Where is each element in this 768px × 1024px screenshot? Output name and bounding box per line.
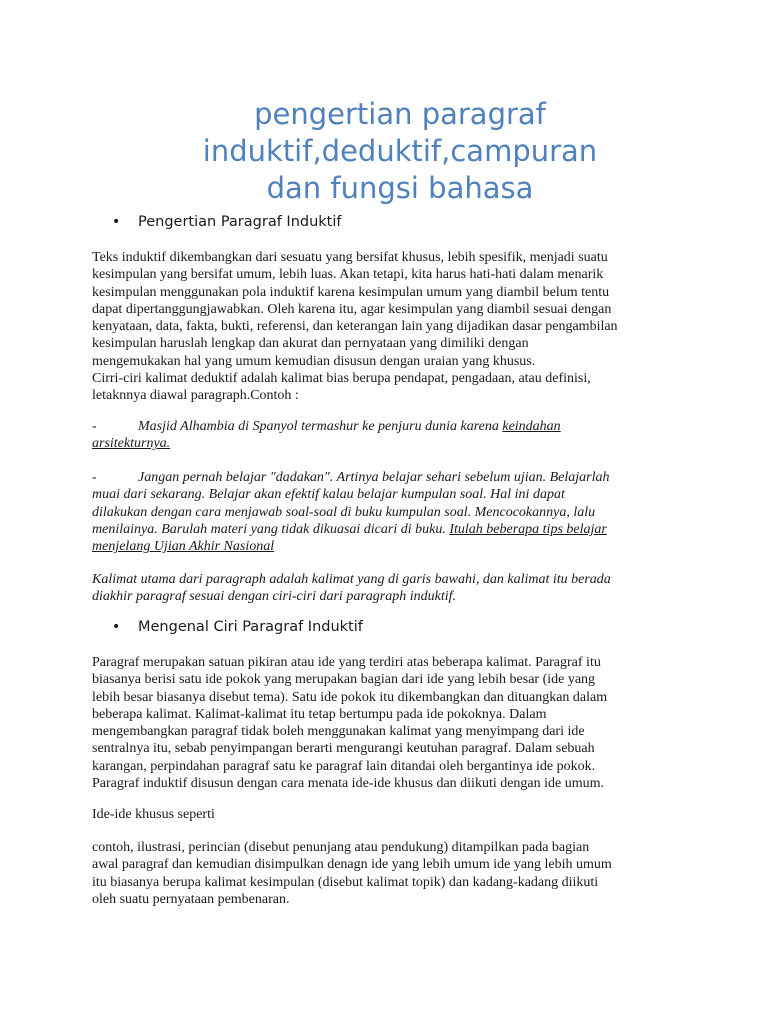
paragraph-line: Paragraf merupakan satuan pikiran atau ide yang terdiri atas beberapa kalimat. Paragraf itu — [92, 655, 601, 670]
note-line: Kalimat utama dari paragraph adalah kalimat yang di garis bawahi, dan kalimat itu berada — [92, 572, 611, 587]
paragraph-line: kenyataan, data, fakta, bukti, referensi, dan keterangan lain yang dijadikan dasar pengambilan — [92, 319, 618, 335]
title-line-3: dan fungsi bahasa — [266, 171, 534, 205]
paragraph-line: mengemukakan hal yang umum kemudian disusun dengan uraian yang khusus. — [92, 353, 536, 369]
paragraph-line: kesimpulan menggunakan pola induktif karena kesimpulan umum yang diambil belum tentu — [92, 284, 610, 300]
paragraph-line: lebih besar biasanya disebut tema). Satu ide pokok itu dikembangkan dan dituangkan dalam — [92, 689, 608, 705]
bullet-icon: • — [112, 619, 121, 635]
example-2 — [92, 469, 692, 555]
title-line-2: induktif,deduktif,campuran — [202, 134, 598, 168]
paragraph-line: Ide-ide khusus seperti — [92, 807, 215, 822]
paragraph-line: karangan, perpindahan paragraf satu ke paragraf lain ditandai oleh bergantinya ide pokok. — [92, 758, 596, 774]
paragraph-line: mengembangkan paragraf tidak boleh menggunakan kalimat yang menyimpang dari ide — [92, 724, 585, 740]
example-text: Jangan pernah belajar "dadakan". Artinya belajar sehari sebelum ujian. Belajarlah — [138, 470, 610, 485]
paragraph-line: oleh suatu pernyataan pembenaran. — [92, 891, 290, 907]
paragraph-line: Paragraf induktif disusun dengan cara menata ide-ide khusus dan diikuti dengan ide umum. — [92, 776, 605, 792]
underlined-main-sentence: Itulah beberapa tips belajar — [449, 521, 607, 537]
note-line: diakhir paragraf sesuai dengan ciri-ciri dari paragraph induktif. — [92, 589, 456, 605]
paragraph-line: Cirri-ciri kalimat deduktif adalah kalimat bias berupa pendapat, pengadaan, atau definisi, — [92, 371, 591, 387]
main-sentence-note — [92, 571, 692, 606]
paragraph-induktif-definition — [92, 249, 692, 405]
paragraph-line: itu biasanya berupa kalimat kesimpulan (disebut kalimat topik) dan kadang-kadang diikuti — [92, 874, 599, 890]
underlined-main-sentence: keindahan — [502, 419, 561, 434]
paragraph-line: biasanya berisi satu ide pokok yang merupakan bagian dari ide yang lebih besar (ide yang — [92, 672, 596, 688]
example-text: muai dari sekarang. Belajar akan efektif kalau belajar kumpulan soal. Hal ini dapat — [92, 487, 565, 503]
paragraph-line: dapat dipertanggungjawabkan. Oleh karena itu, agar kesimpulan yang diambil sesuai dengan — [92, 301, 612, 317]
underlined-main-sentence: menjelang Ujian Akhir Nasional — [92, 539, 275, 555]
dash-marker: - — [92, 419, 97, 434]
paragraph-line: awal paragraf dan kemudian disimpulkan denagn ide yang lebih umum ide yang lebih umum — [92, 857, 612, 873]
bullet-icon: • — [112, 214, 121, 230]
paragraph-ciri-induktif — [92, 654, 692, 792]
example-text: menilainya. Barulah materi yang tidak dikuasai dicari di buku. — [92, 521, 450, 537]
paragraph-line: Teks induktif dikembangkan dari sesuatu yang bersifat khusus, lebih spesifik, menjadi suatu — [92, 250, 608, 265]
underlined-main-sentence: arsitekturnya. — [92, 436, 171, 452]
paragraph-line: beberapa kalimat. Kalimat-kalimat itu tetap bertumpu pada ide pokoknya. Dalam — [92, 706, 547, 722]
example-text: dilakukan dengan cara menjawab soal-soal di buku kumpulan soal. Mencocokannya, lalu — [92, 504, 596, 520]
ide-khusus-line — [92, 806, 692, 823]
title-line-1: pengertian paragraf — [254, 97, 546, 131]
dash-marker: - — [92, 470, 97, 485]
paragraph-line: letaknnya diawal paragraph.Contoh : — [92, 388, 299, 404]
example-1 — [92, 418, 692, 453]
paragraph-line: contoh, ilustrasi, perincian (disebut penunjang atau pendukung) ditampilkan pada bagian — [92, 840, 590, 855]
paragraph-contoh — [92, 839, 692, 908]
example-text: Masjid Alhambia di Spanyol termashur ke penjuru dunia karena — [138, 419, 503, 434]
section-heading-ciri — [112, 619, 363, 635]
document-title — [140, 96, 660, 207]
section-heading-pengertian — [112, 214, 342, 230]
section-heading-text: Mengenal Ciri Paragraf Induktif — [138, 619, 363, 635]
paragraph-line: sentralnya itu, sebab penyimpangan berarti mengurangi keutuhan paragraf. Dalam sebuah — [92, 741, 595, 757]
paragraph-line: kesimpulan yang bersifat umum, lebih luas. Akan tetapi, kita harus hati-hati dalam menarik — [92, 267, 604, 283]
paragraph-line: kesimpulan haruslah lengkap dan akurat dan pernyataan yang dimiliki dengan — [92, 336, 529, 352]
section-heading-text: Pengertian Paragraf Induktif — [138, 214, 342, 230]
